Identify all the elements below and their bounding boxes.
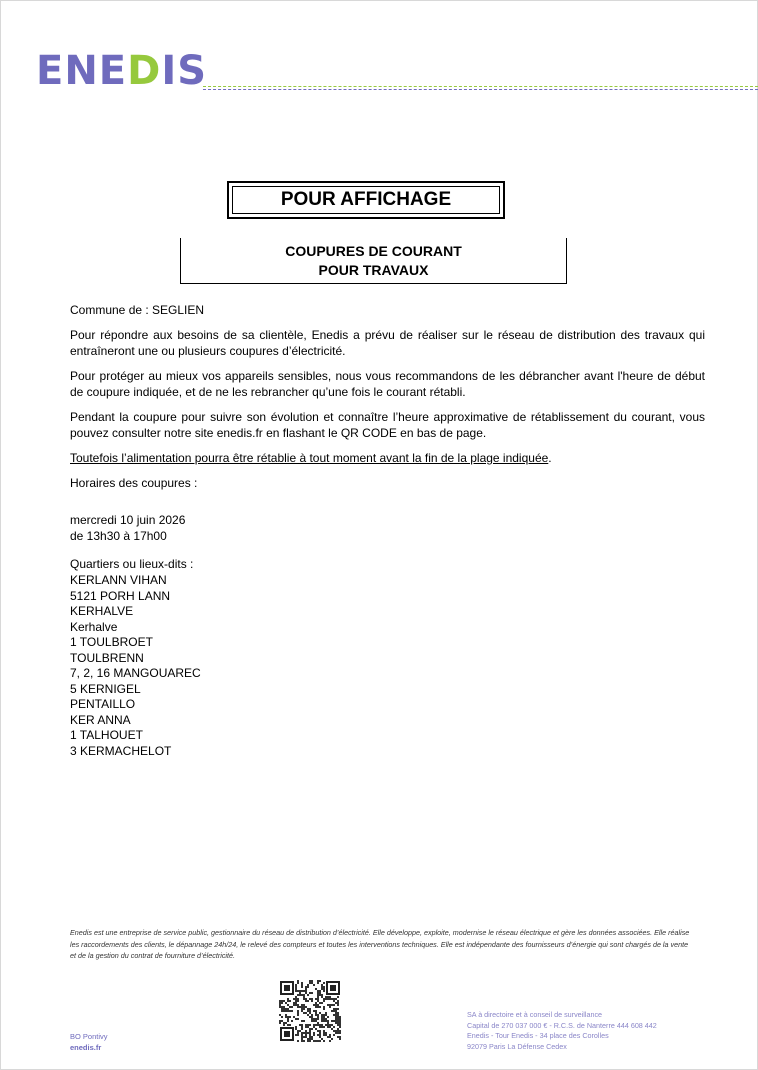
commune-line: Commune de : SEGLIEN	[70, 303, 205, 317]
schedule-time: de 13h30 à 17h00	[70, 529, 167, 543]
footer-company-line: SA à directoire et à conseil de surveillance	[467, 1010, 603, 1019]
schedule	[70, 512, 185, 544]
logo-text-b: IS	[161, 48, 208, 94]
places-list	[70, 573, 201, 759]
footer-company-line: Capital de 270 037 000 € - R.C.S. de Nanterre 444 608 442	[467, 1020, 657, 1030]
header-rule-green	[203, 86, 758, 87]
restore-notice: Toutefois l’alimentation pourra être rétablie à tout moment avant la fin de la plage indiquée	[70, 451, 549, 465]
list-item: 5 KERNIGEL	[70, 681, 141, 696]
paragraph-intro: Pour répondre aux besoins de sa clientèle, Enedis a prévu de réaliser sur le réseau de distribution des travaux qui entraîneront une ou plusieurs coupures d’électricité.	[70, 328, 705, 358]
paragraph-protect: Pour protéger au mieux vos appareils sensibles, nous vous recommandons de les débrancher avant l'heure de début de coupure indiquée, et de ne les rebrancher qu’une fois le courant rétabli.	[70, 369, 705, 399]
legal-notice: Enedis est une entreprise de service public, gestionnaire du réseau de distribution d’électricité. Elle développe, exploite, modernise le réseau électrique et gère les données associées. Elle réalise les raccordements des clients, le dépannage 24h/24, le relevé des compteurs et toutes les interventions techniques. Elle est indépendante des fournisseurs d’énergie qui sont chargés de la vente et de la gestion du contrat de fourniture d’électricité.	[70, 928, 690, 960]
enedis-logo	[36, 50, 207, 92]
paragraph-followup: Pendant la coupure pour suivre son évolution et connaître l’heure approximative de rétablissement du courant, vous pouvez consulter notre site enedis.fr en flashant le QR CODE en bas de page.	[70, 410, 705, 440]
coupures-title-line1: COUPURES DE COURANT	[285, 243, 462, 259]
list-item: TOULBRENN	[70, 650, 144, 665]
qr-code-icon[interactable]	[279, 980, 341, 1042]
logo-text-accent: D	[127, 48, 162, 94]
affichage-box	[227, 181, 505, 219]
list-item: KERHALVE	[70, 604, 134, 618]
logo-text-a: ENE	[36, 48, 128, 94]
coupures-title-box	[180, 238, 567, 284]
list-item: KER ANNA	[70, 712, 131, 727]
list-item: 7, 2, 16 MANGOUAREC	[70, 666, 201, 680]
footer-company-info	[467, 1010, 657, 1052]
list-item: 1 TALHOUET	[70, 728, 143, 742]
list-item: 3 KERMACHELOT	[70, 743, 172, 758]
coupures-title-line2: POUR TRAVAUX	[318, 262, 429, 278]
schedule-date: mercredi 10 juin 2026	[70, 513, 186, 527]
paragraph-restore	[70, 450, 705, 466]
list-item: PENTAILLO	[70, 697, 136, 711]
list-item: 1 TOULBROET	[70, 635, 153, 649]
horaires-label: Horaires des coupures :	[70, 476, 198, 490]
footer-company-line: Enedis - Tour Enedis - 34 place des Corolles	[467, 1031, 609, 1040]
places-title: Quartiers ou lieux-dits :	[70, 557, 194, 571]
affichage-title: POUR AFFICHAGE	[232, 186, 500, 214]
restore-notice-end: .	[548, 451, 552, 465]
list-item: KERLANN VIHAN	[70, 573, 167, 587]
notice-body	[70, 302, 705, 500]
footer-company-line: 92079 Paris La Défense Cedex	[467, 1041, 567, 1051]
header-rule-purple	[203, 89, 758, 90]
list-item: Kerhalve	[70, 619, 118, 634]
footer-website-link[interactable]: enedis.fr	[70, 1043, 102, 1052]
footer-office: BO Pontivy	[70, 1032, 108, 1041]
footer-left	[70, 1031, 108, 1053]
list-item: 5121 PORH LANN	[70, 588, 171, 603]
